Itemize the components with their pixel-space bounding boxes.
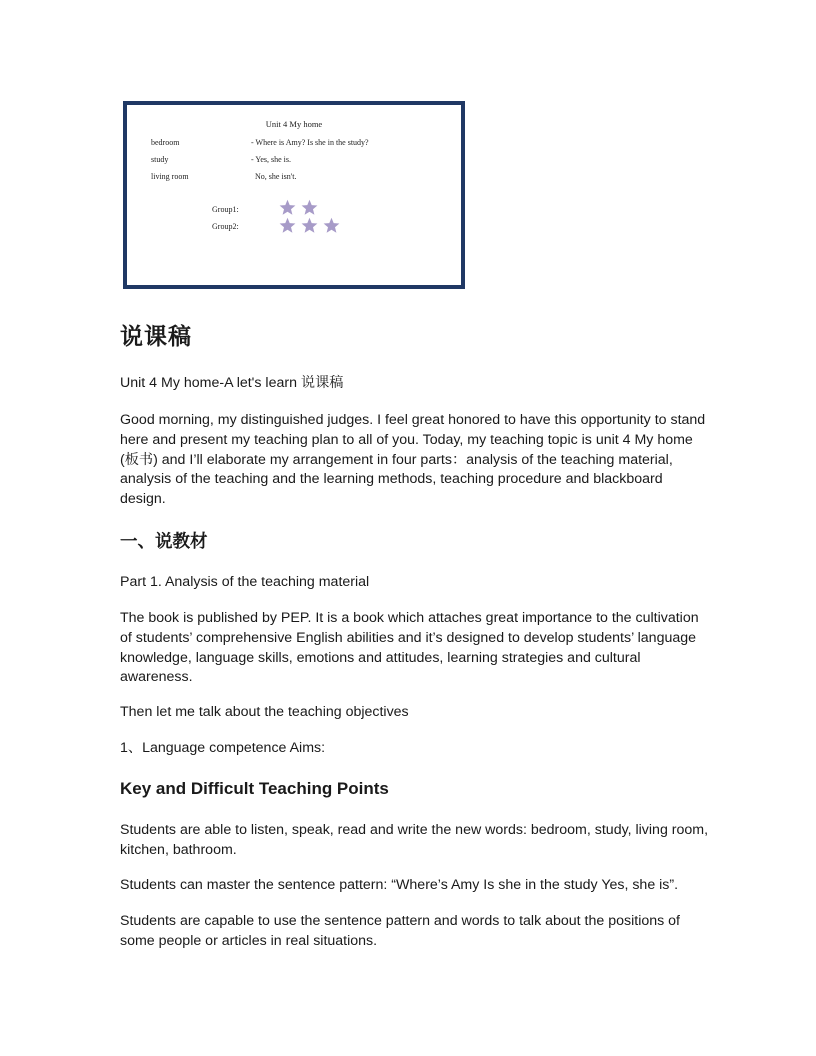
key-point: Students are able to listen, speak, read and write the new words: bedroom, study, living room, kitchen, bathroom.	[120, 822, 709, 858]
key-point: Students can master the sentence pattern: “Where’s Amy Is she in the study Yes, she is”.	[120, 877, 679, 893]
section-heading: 一、说教材	[120, 532, 208, 552]
key-points-heading: Key and Difficult Teaching Points	[120, 779, 389, 798]
board-word: study	[151, 155, 169, 164]
subtitle: Unit 4 My home-A let's learn 说课稿	[120, 375, 344, 391]
board-word: living room	[151, 172, 189, 181]
star-icon	[279, 199, 296, 216]
group-label: Group2:	[212, 222, 239, 231]
group1-stars	[279, 199, 323, 218]
star-icon	[301, 217, 318, 234]
board-sentence: - Yes, she is.	[251, 155, 292, 164]
board-title: Unit 4 My home	[265, 119, 323, 129]
book-paragraph: The book is published by PEP. It is a book which attaches great importance to the cultivation of students’ comprehensive English abilities and it’s designed to develop students’ language knowledge, language skills, emotions and attitudes, learning strategies and cultural awareness.	[120, 610, 699, 686]
part1-heading: Part 1. Analysis of the teaching material	[120, 574, 370, 590]
board-sentence: No, she isn't.	[255, 172, 297, 181]
board-word: bedroom	[151, 138, 180, 147]
star-icon	[301, 199, 318, 216]
objectives-intro: Then let me talk about the teaching objectives	[120, 704, 409, 720]
group2-stars	[279, 217, 345, 236]
board-sentence: - Where is Amy? Is she in the study?	[251, 138, 369, 147]
blackboard-design-figure	[123, 101, 465, 289]
intro-paragraph: Good morning, my distinguished judges. I feel great honored to have this opportunity to stand here and present my teaching plan to all of you. Today, my teaching topic is unit 4 My home (板书) and I’ll elaborate my arrangement in four parts：analysis of the teaching material, analysis of the teaching and the learning methods, teaching procedure and blackboard design.	[120, 412, 706, 508]
star-icon	[279, 217, 296, 234]
key-point: Students are capable to use the sentence pattern and words to talk about the positions of some people or articles in real situations.	[120, 913, 680, 949]
star-icon	[323, 217, 340, 234]
group-label: Group1:	[212, 205, 239, 214]
page-title: 说课稿	[120, 324, 192, 350]
aims-item: 1、Language competence Aims:	[120, 740, 326, 756]
